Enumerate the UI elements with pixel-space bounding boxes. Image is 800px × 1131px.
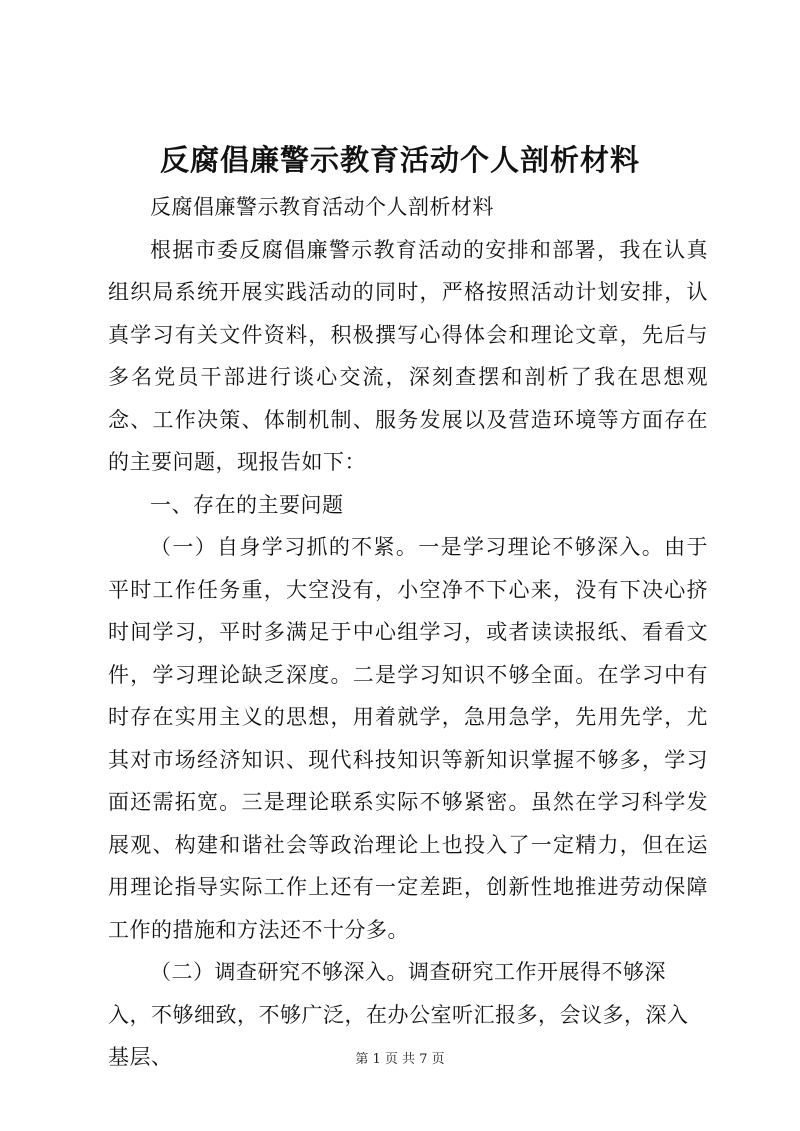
section-heading: 一、存在的主要问题 — [150, 492, 344, 517]
paragraph-subtitle: 反腐倡廉警示教育活动个人剖析材料 — [150, 195, 494, 219]
document-title: 反腐倡廉警示教育活动个人剖析材料 — [159, 143, 640, 177]
paragraph-item-1: （一）自身学习抓的不紧。一是学习理论不够深入。由于平时工作任务重，大空没有，小空净不下心来，没有下决心挤时间学习，平时多满足于中心组学习，或者读读报纸、看看文件，学习理论缺乏深度。二是学习知识不够全面。在学习中有时存在实用主义的思想，用着就学，急用急学，先用先学，尤其对市场经济知识、现代科技知识等新知识掌握不够多，学习面还需拓宽。三是理论联系实际不够紧密。虽然在学习科学发展观、构建和谐社会等政治理论上也投入了一定精力，但在运用理论指导实际工作上还有一定差距，创新性地推进劳动保障工作的措施和方法还不十分多。 — [108, 535, 708, 942]
paragraph-item-2: （二）调查研究不够深入。调查研究工作开展得不够深入，不够细致，不够广泛，在办公室听汇报多，会议多，深入基层、 — [108, 960, 689, 1069]
paragraph-intro: 根据市委反腐倡廉警示教育活动的安排和部署，我在认真组织局系统开展实践活动的同时，严格按照活动计划安排，认真学习有关文件资料，积极撰写心得体会和理论文章，先后与多名党员干部进行谈心交流，深刻查摆和剖析了我在思想观念、工作决策、体制机制、服务发展以及营造环境等方面存在的主要问题，现报告如下： — [108, 237, 708, 474]
page-footer: 第 1 页 共 7 页 — [355, 1052, 445, 1067]
